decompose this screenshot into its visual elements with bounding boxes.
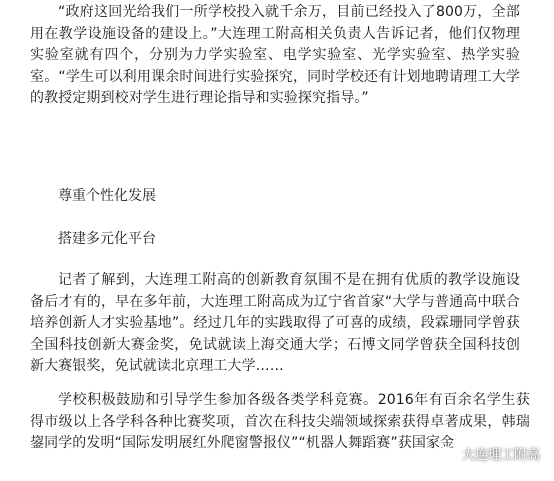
paragraph-innovation-base: 记者了解到，大连理工附高的创新教育氛围不是在拥有优质的教学设施设备后才有的，早在多年前，大连理工附高成为辽宁省首家“大学与普通高中联合培养创新人才实验基地”。经过几年的实践取得了可喜的成绩，段霖珊同学曾获全国科技创新大赛金奖，免试就读上海交通大学；石博文同学曾获全国科技创新大赛银奖，免试就读北京理工大学…… bbox=[30, 272, 520, 374]
wechat-logo-icon bbox=[438, 446, 458, 462]
section-heading-diverse-platform: 搭建多元化平台 bbox=[58, 231, 156, 247]
section-heading-individual-development: 尊重个性化发展 bbox=[58, 188, 156, 204]
wechat-watermark bbox=[438, 444, 540, 463]
paragraph-competitions: 学校积极鼓励和引导学生参加各级各类学科竞赛。2016年有百余名学生获得市级以上各学科各种比赛奖项，首次在科技尖端领域探索获得卓著成果，韩瑞鋆同学的发明“国际发明展红外爬窗警报仪”“机器人舞蹈赛”获国家金 bbox=[30, 392, 530, 451]
paragraph-investment: “政府这回光给我们一所学校投入就千余万，目前已经投入了800万，全部用在教学设施设备的建设上。”大连理工附高相关负责人告诉记者，他们仅物理实验室就有四个，分别为力学实验室、电学实验室、光学实验室、热学实验室。“学生可以利用课余时间进行实验探究，同时学校还有计划地聘请理工大学的教授定期到校对学生进行理论指导和实验探究指导。” bbox=[30, 4, 520, 106]
watermark-text: 大连理工附高 bbox=[461, 448, 540, 463]
